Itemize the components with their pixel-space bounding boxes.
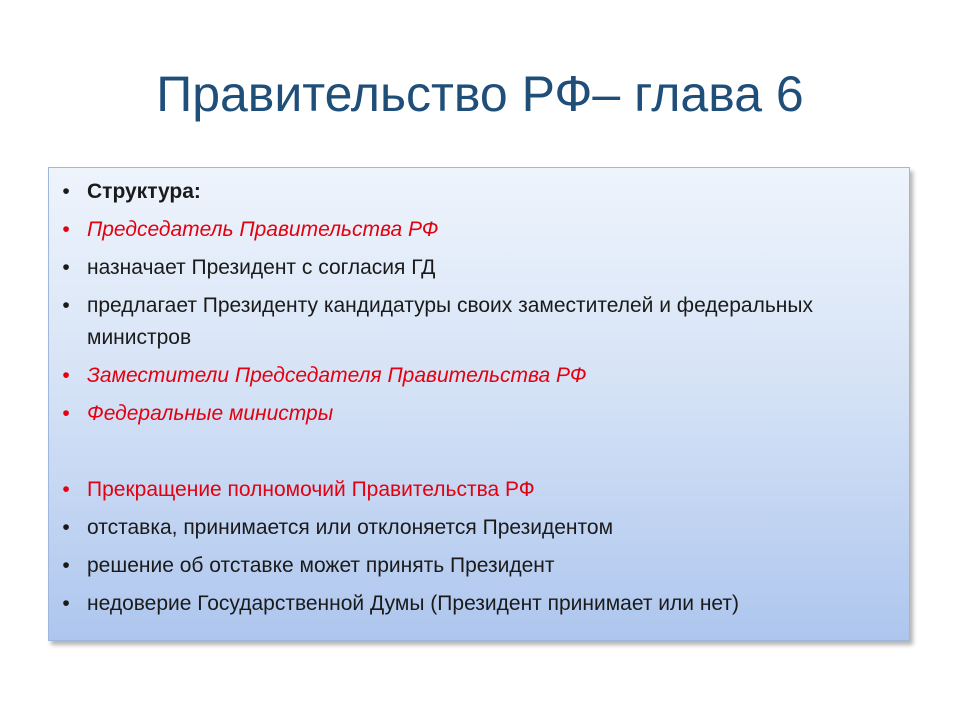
bullet-text: Заместители Председателя Правительства РФ [87,364,587,387]
bullet-dot: • [62,180,70,203]
bullet-dot: • [62,294,70,317]
bullet-text: Структура: [87,180,201,203]
bullet-text: назначает Президент с согласия ГД [87,256,436,279]
bullet-text: Федеральные министры [87,402,334,425]
bullet-text: решение об отставке может принять Президент [87,554,555,577]
bullet-spacer [49,436,909,468]
slide-title: Правительство РФ– глава 6 [156,66,804,122]
bullet-proposes-candidates [49,290,909,354]
bullet-dot: • [62,218,70,241]
bullet-resignation [49,512,909,544]
bullet-text: Прекращение полномочий Правительства РФ [87,478,535,501]
bullet-appointment [49,252,909,284]
bullet-dot: • [62,516,70,539]
bullet-no-confidence [49,588,909,620]
bullet-text: недоверие Государственной Думы (Президент принимает или нет) [87,592,740,615]
bullet-list [49,176,909,626]
bullet-termination [49,474,909,506]
bullet-president-decision [49,550,909,582]
content-box [48,167,910,641]
bullet-structure [49,176,909,208]
bullet-federal-ministers [49,398,909,430]
bullet-dot: • [62,554,70,577]
bullet-dot: • [62,592,70,615]
bullet-dot: • [62,478,70,501]
bullet-text: предлагает Президенту кандидатуры своих заместителей и федеральных министров [87,294,813,349]
bullet-chairman [49,214,909,246]
bullet-text: Председатель Правительства РФ [87,218,439,241]
bullet-dot: • [62,402,70,425]
bullet-deputy-chairmen [49,360,909,392]
bullet-text: отставка, принимается или отклоняется Президентом [87,516,614,539]
bullet-dot: • [62,364,70,387]
bullet-dot: • [62,256,70,279]
